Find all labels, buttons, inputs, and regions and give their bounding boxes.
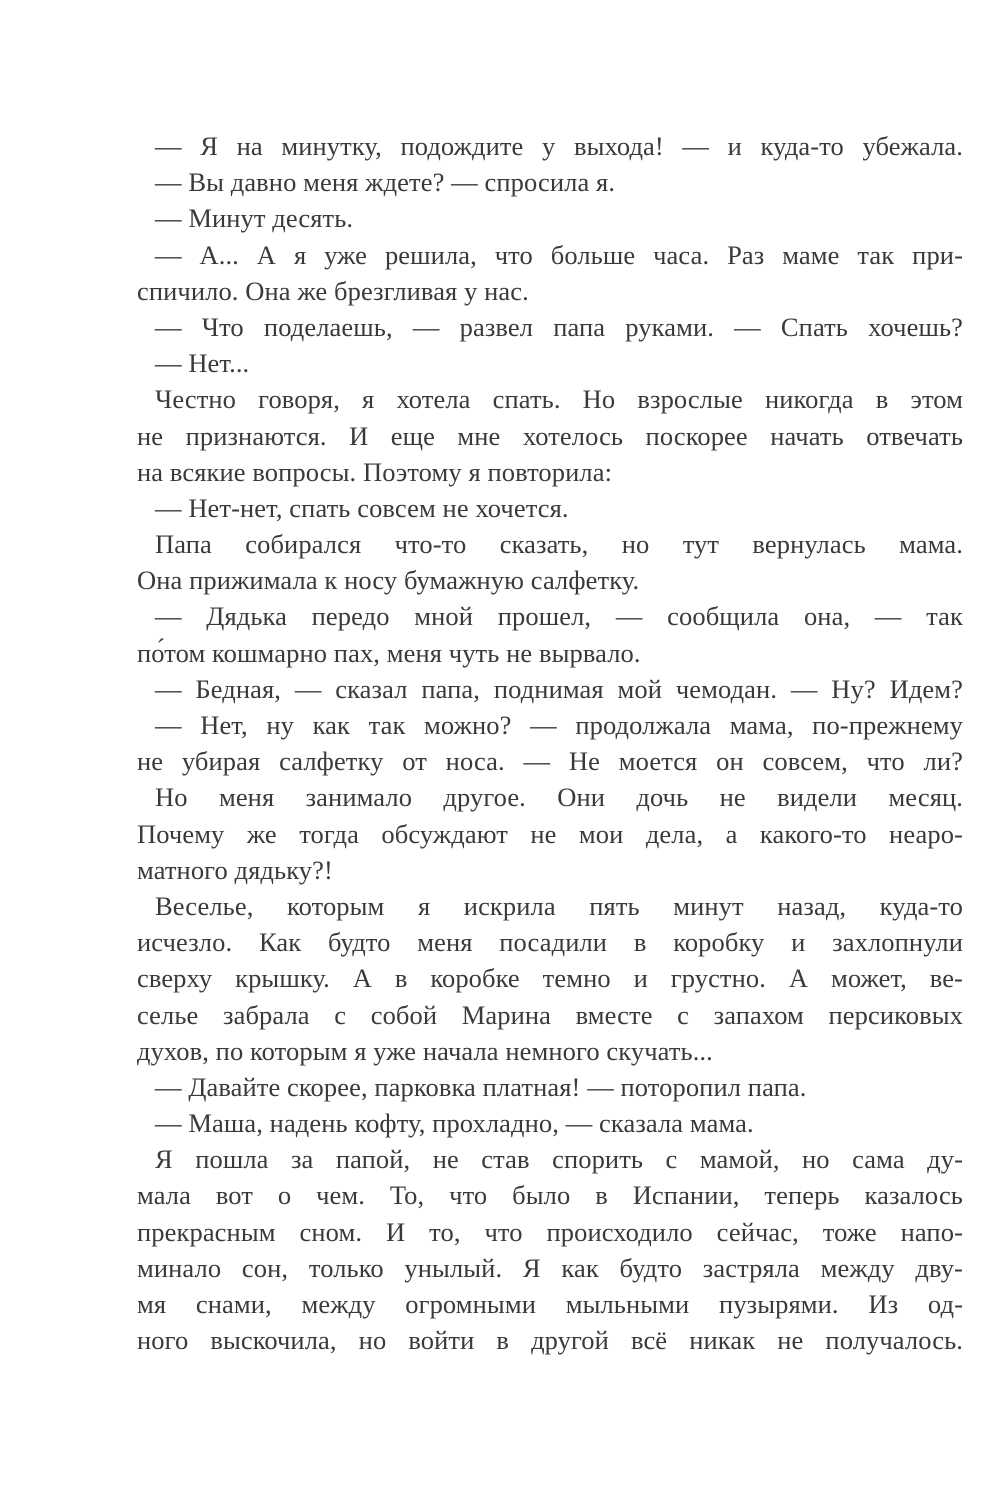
text-line: не признаются. И еще мне хотелось поскорее начать отвечать	[137, 420, 963, 451]
text-line: прекрасным сном. И то, что происходило сейчас, тоже напо-	[137, 1216, 963, 1247]
text-line: — Маша, надень кофту, прохладно, — сказала мама.	[155, 1108, 754, 1139]
text-line: минало сон, только унылый. Я как будто застряла между дву-	[137, 1252, 963, 1283]
text-line: Папа собирался что-то сказать, но тут вернулась мама.	[155, 529, 963, 560]
text-line: мя снами, между огромными мыльными пузырями. Из од-	[137, 1289, 963, 1319]
text-line: Честно говоря, я хотела спать. Но взрослые никогда в этом	[155, 384, 963, 415]
text-line: Я пошла за папой, не став спорить с мамой, но сама ду-	[155, 1144, 963, 1175]
text-line: — Бедная, — сказал папа, поднимая мой чемодан. — Ну? Идем?	[155, 673, 963, 704]
text-line: — Нет...	[155, 348, 250, 379]
text-line: — Давайте скорее, парковка платная! — поторопил папа.	[155, 1071, 807, 1102]
text-line: — Вы давно меня ждете? — спросила я.	[155, 167, 616, 198]
text-line: матного дядьку?!	[137, 854, 333, 885]
page-text-block	[137, 128, 963, 1358]
text-line: Веселье, которым я искрила пять минут назад, куда-то	[155, 890, 963, 921]
text-line: Она прижимала к носу бумажную салфетку.	[137, 565, 640, 596]
text-line: сверху крышку. А в коробке темно и грустно. А может, ве-	[137, 963, 963, 994]
text-line: — Минут десять.	[155, 203, 354, 234]
text-line: мала вот о чем. То, что было в Испании, теперь казалось	[137, 1180, 963, 1211]
text-line: на всякие вопросы. Поэтому я повторила:	[137, 456, 613, 487]
text-line: спичило. Она же брезгливая у нас.	[137, 275, 529, 306]
text-line: — Что поделаешь, — развел папа руками. — Спать хочешь?	[155, 311, 963, 342]
text-line: Но меня занимало другое. Они дочь не видели месяц.	[155, 782, 963, 813]
text-line: исчезло. Как будто меня посадили в коробку и захлопнули	[137, 927, 963, 958]
text-line: — Нет-нет, спать совсем не хочется.	[155, 492, 569, 523]
text-line: Почему же тогда обсуждают не мои дела, а какого-то неаро-	[137, 818, 963, 849]
text-line: — Дядька передо мной прошел, — сообщила она, — так	[155, 601, 963, 632]
text-line: — А... А я уже решила, что больше часа. Раз маме так при-	[155, 239, 963, 270]
text-line: — Нет, ну как так можно? — продолжала мама, по-прежнему	[155, 710, 963, 740]
text-line: селье забрала с собой Марина вместе с запахом персиковых	[137, 999, 963, 1030]
text-line: духов, по которым я уже начала немного скучать...	[137, 1035, 713, 1066]
text-line: по́том кошмарно пах, меня чуть не вырвало.	[137, 637, 641, 668]
text-line: не убирая салфетку от носа. — Не моется он совсем, что ли?	[137, 746, 963, 777]
text-line: ного выскочила, но войти в другой всё никак не получалось.	[137, 1325, 963, 1356]
text-line: — Я на минутку, подождите у выхода! — и куда-то убежала.	[155, 131, 963, 161]
